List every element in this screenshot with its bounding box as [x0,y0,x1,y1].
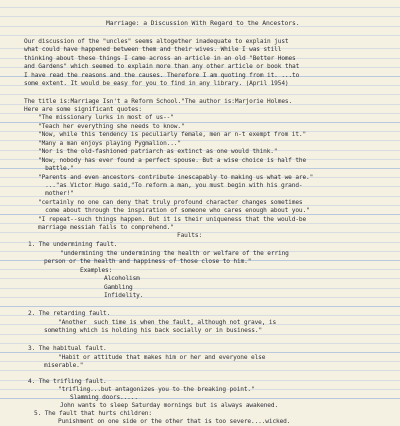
fault-5-title: 5. The fault that hurts children: [34,410,152,417]
fault-4-line: John wants to sleep Saturday mornings but is always awakened. [60,402,279,409]
quote-line: mother!" [38,190,74,197]
quote-line: "The missionary lurks in most of us--" [38,114,174,121]
fault-1-line: "undermining the undermining the health or welfare of the erring [60,250,289,257]
fault-3-line: miserable." [44,362,84,369]
quote-line: come about through the inspiration of someone who cares enough about you." [38,207,310,214]
intro-line: and Gardens" which seemed to explain more than any other article or book that [24,63,300,70]
quote-line: "Nor is the old-fashioned patriarch as extinct as one would think." [38,148,278,155]
quote-line: battle." [38,165,74,172]
intro-line: Our discussion of the "uncles" seems altogether inadequate to explain just [24,38,289,45]
fault-2-line: something which is holding his back socially or in business." [44,327,263,334]
fault-2-line: "Another such time is when the fault, although not grave, is [58,319,277,326]
article-quotes-label: Here are some significant quotes: [24,106,142,113]
fault-1-line: person or the health and happiness of those close to him." [44,258,252,265]
example-item: Infidelity. [104,292,144,299]
intro-line: some extent. It would be easy for you to find in any library. (April 1954) [24,80,289,87]
intro-line: what could have happened between them and their wives. While I was still [24,46,282,53]
quote-line: "Many a man enjoys playing Pygmalion..." [38,140,181,147]
quote-line: "Now, while this tendency is peculiarly female, men ar n-t exempt from it." [38,131,307,138]
fault-3-line: "Habit or attitude that makes him or her and everyone else [58,354,266,361]
quote-line: ..."as Victor Hugo said,"To reform a man, you must begin with his grand- [38,182,303,189]
article-title-line: The title is:Marriage Isn't a Reform School."The author is:Marjorie Holmes. [24,98,293,105]
quote-line: "I repeat--such things happen. But it is their uniqueness that the would-be [38,216,307,223]
faults-heading: Faults: [177,232,203,239]
fault-4-title: 4. The trifling fault. [28,378,107,385]
fault-4-line: Slamming doors..... [70,394,138,401]
fault-1-examples-label: Examples: [80,267,113,274]
quote-line: "Parents and even ancestors contribute inescapably to making us what we are." [38,174,314,181]
fault-2-title: 2. The retarding fault. [28,310,111,317]
intro-line: I have read the reasons and the causes. Therefore I am quoting from it. ...to [24,72,300,79]
quote-line: marriage messiah fails to comprehend." [38,224,174,231]
example-item: Alcoholism [104,275,140,282]
fault-4-line: "trifling...but antagonizes you to the breaking point." [58,386,255,393]
intro-line: thinking about these things I came across an article in an old "Better Homes [24,55,296,62]
quote-line: "Now, nobody has ever found a perfect spouse. But a wise choice is half the [38,157,307,164]
fault-3-title: 3. The habitual fault. [28,345,107,352]
quote-line: "Teach her everything she needs to know." [38,123,185,130]
fault-5-line: Punishment on one side or the other that is too severe....wicked. [58,418,291,425]
document-title: Marriage: a Discussion With Regard to the Ancestors. [106,19,300,27]
fault-1-title: 1. The undermining fault. [28,241,118,248]
example-item: Gambling [104,284,133,291]
quote-line: "certainly no one can deny that truly profound character changes sometimes [38,199,303,206]
